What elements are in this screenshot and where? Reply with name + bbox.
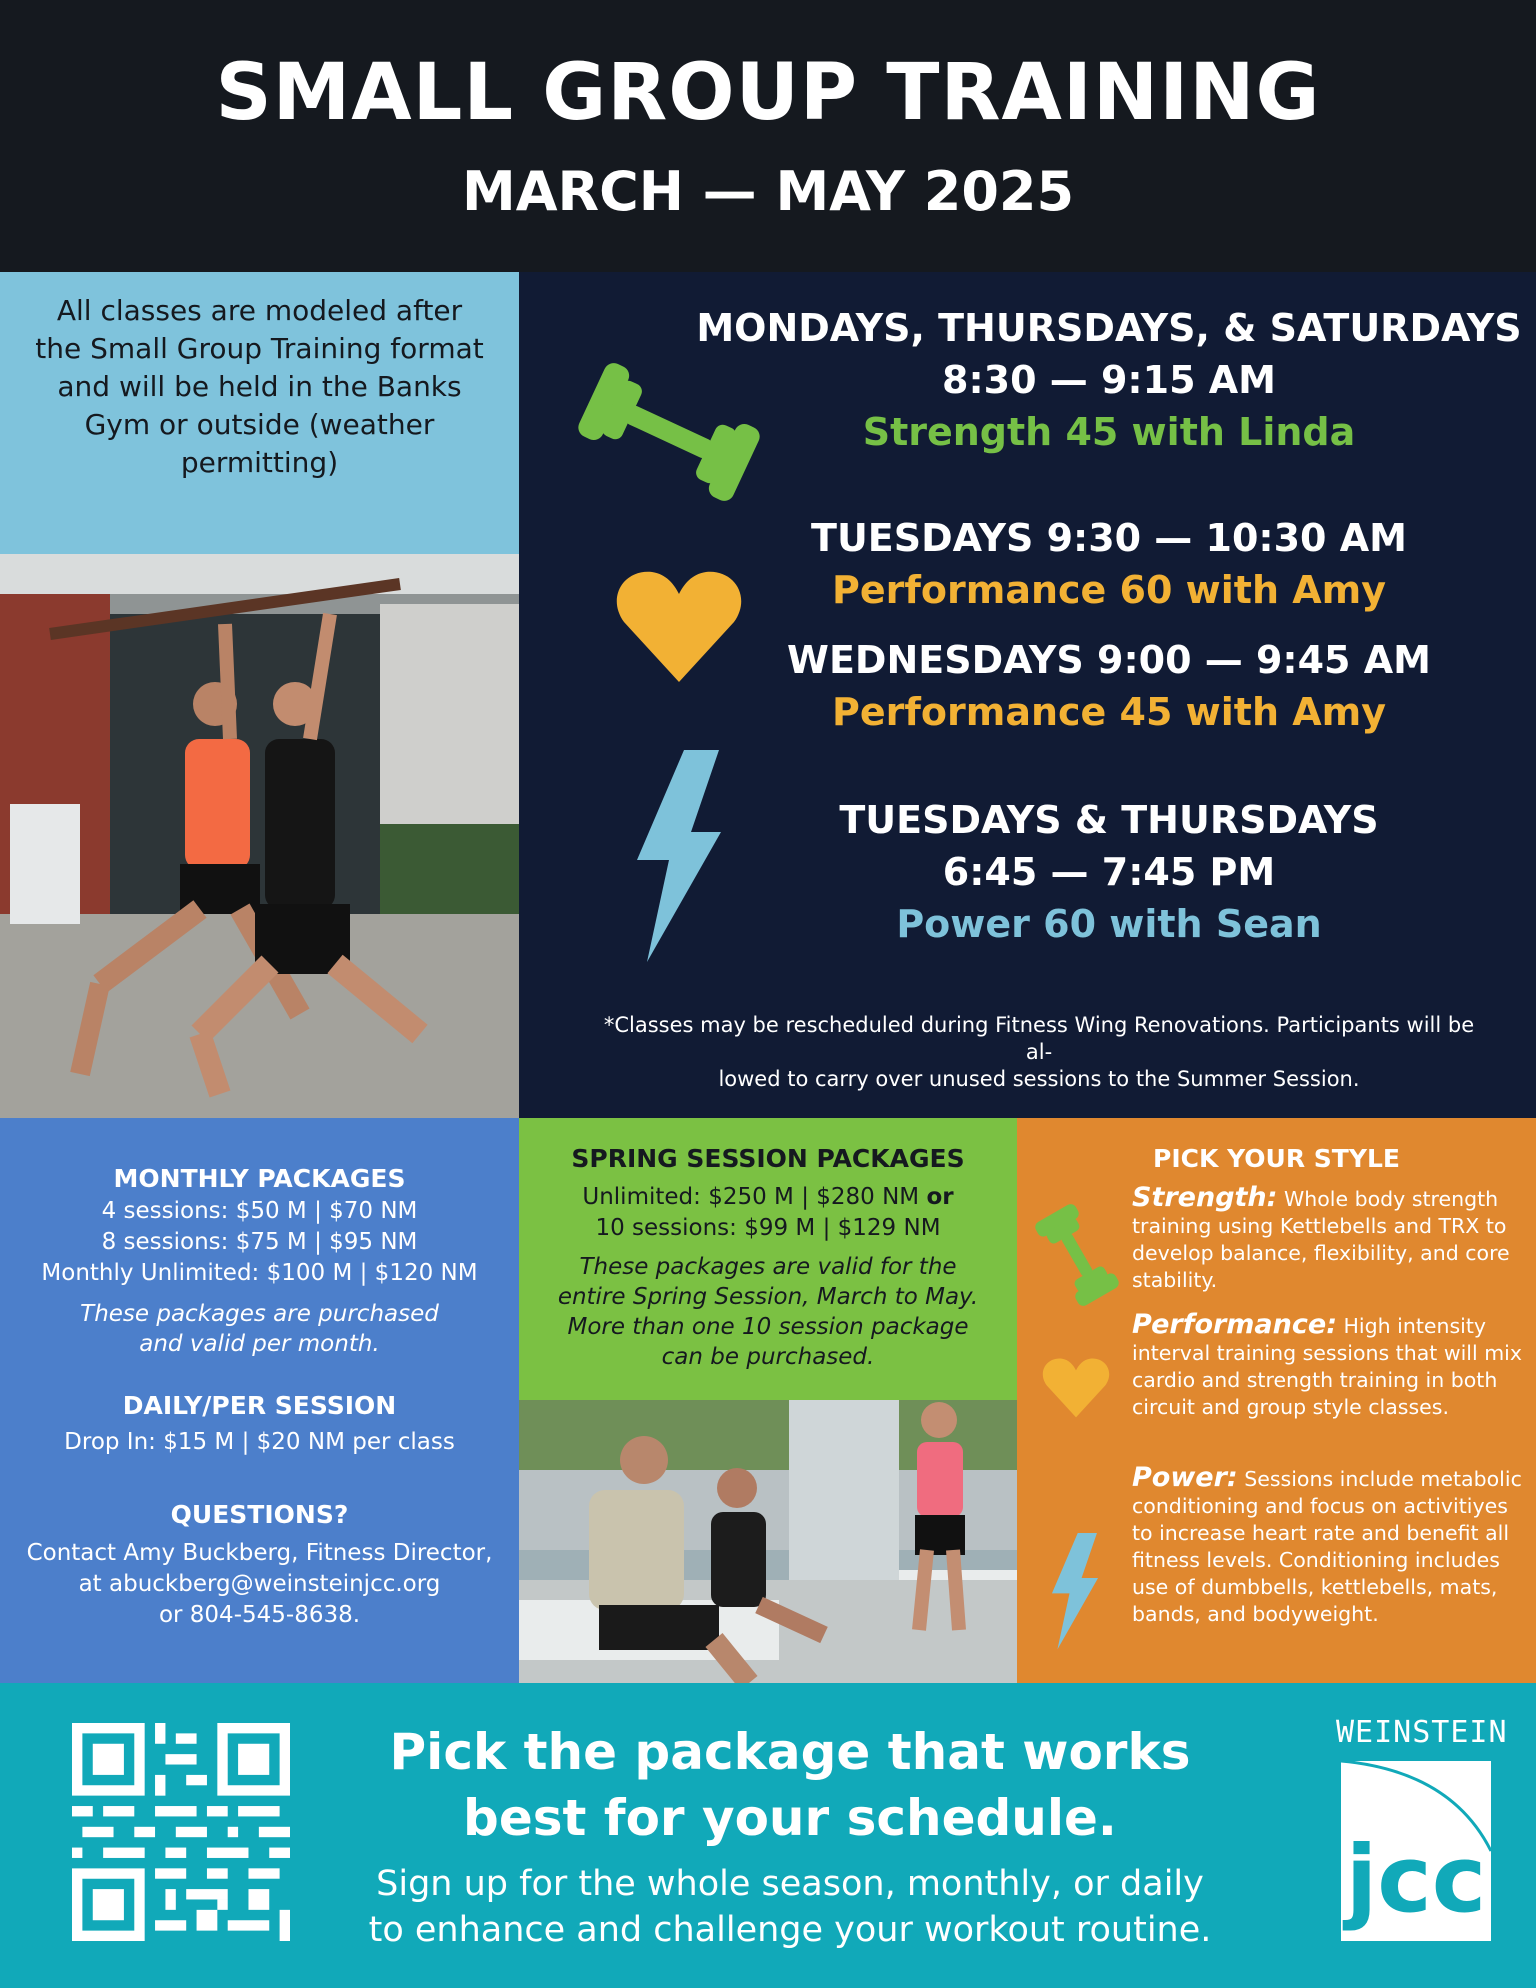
photo-women-lunging: [0, 554, 519, 1118]
schedule-block-power: [684, 794, 1534, 950]
dumbbell-icon: [1027, 1200, 1127, 1310]
footer-headline-line: Pick the package that works: [389, 1723, 1191, 1781]
pick-your-style-panel: [1017, 1118, 1536, 1683]
schedule-block-performance-60: [684, 512, 1534, 616]
strength-description: Whole body strength training using Kettlebells and TRX to develop balance, flexibility, and core stability.: [1132, 1187, 1510, 1292]
footer-subtext-line: to enhance and challenge your workout routine.: [368, 1910, 1212, 1950]
schedule-panel: [519, 272, 1536, 1118]
performance-60-days-time: TUESDAYS 9:30 — 10:30 AM: [811, 516, 1407, 560]
monthly-packages-panel: [0, 1118, 519, 1683]
lightning-bolt-icon: [1047, 1533, 1103, 1651]
footer-headline-line: best for your schedule.: [463, 1789, 1117, 1847]
intro-text: All classes are modeled after the Small Group Training format and will be held in the Banks Gym or outside (weather permitting): [35, 294, 484, 479]
spring-heading: SPRING SESSION PACKAGES: [571, 1144, 965, 1173]
power-class: Power 60 with Sean: [896, 902, 1322, 946]
spring-line: [519, 1182, 1017, 1213]
footer: [0, 1683, 1536, 1988]
footer-subtext-line: Sign up for the whole season, monthly, or daily: [376, 1864, 1204, 1904]
daily-heading: DAILY/PER SESSION: [122, 1391, 397, 1420]
performance-45-days-time: WEDNESDAYS 9:00 — 9:45 AM: [787, 638, 1431, 682]
style-power: [1132, 1464, 1522, 1628]
contact-line: Contact Amy Buckberg, Fitness Director,: [26, 1540, 493, 1566]
logo-letters: jcc: [1345, 1826, 1487, 1933]
photo-illustration: [519, 1400, 1017, 1683]
spring-unlimited: Unlimited: $250 M | $280 NM: [582, 1184, 927, 1210]
spring-note: More than one 10 session package: [567, 1314, 969, 1340]
performance-45-class: Performance 45 with Amy: [831, 690, 1387, 734]
header: [0, 0, 1536, 272]
schedule-block-performance-45: [684, 634, 1534, 738]
spring-line: 10 sessions: $99 M | $129 NM: [595, 1215, 941, 1241]
daily-line: Drop In: $15 M | $20 NM per class: [64, 1429, 455, 1455]
schedule-note-line: *Classes may be rescheduled during Fitness Wing Renovations. Participants will be al-: [603, 1013, 1475, 1064]
photo-group-training: [519, 1400, 1017, 1683]
logo-wordmark: WEINSTEIN: [1336, 1715, 1508, 1750]
monthly-line: Monthly Unlimited: $100 M | $120 NM: [41, 1260, 478, 1286]
page-title: SMALL GROUP TRAINING: [215, 48, 1321, 138]
page-subtitle: MARCH — MAY 2025: [461, 160, 1075, 223]
monthly-line: 8 sessions: $75 M | $95 NM: [101, 1229, 418, 1255]
strength-class: Strength 45 with Linda: [862, 410, 1356, 454]
qr-code[interactable]: [72, 1723, 290, 1941]
intro-box: [0, 272, 519, 554]
performance-description: High intensity interval training sessions that will mix cardio and strength training in both circuit and group style classes.: [1132, 1314, 1523, 1419]
strength-label: Strength:: [1132, 1182, 1278, 1213]
spring-note: These packages are valid for the: [579, 1254, 957, 1280]
power-days: TUESDAYS & THURSDAYS: [839, 798, 1379, 842]
monthly-heading: MONTHLY PACKAGES: [113, 1164, 406, 1193]
spring-note: can be purchased.: [661, 1344, 875, 1370]
schedule-note: [589, 1012, 1489, 1093]
style-strength: [1132, 1184, 1522, 1294]
heart-icon: [1041, 1356, 1111, 1420]
contact-phone[interactable]: or 804-545-8638.: [158, 1602, 361, 1628]
logo-mark: [1341, 1761, 1491, 1941]
performance-label: Performance:: [1132, 1309, 1337, 1340]
monthly-line: 4 sessions: $50 M | $70 NM: [101, 1198, 418, 1224]
questions-heading: QUESTIONS?: [170, 1500, 349, 1529]
spring-packages-panel: [519, 1118, 1017, 1400]
photo-illustration: [0, 554, 519, 1118]
spring-note: entire Spring Session, March to May.: [557, 1284, 979, 1310]
contact-email[interactable]: at abuckberg@weinsteinjcc.org: [78, 1571, 441, 1597]
footer-headline: [320, 1719, 1260, 1851]
monthly-note: These packages are purchased: [80, 1301, 439, 1327]
schedule-note-line: lowed to carry over unused sessions to the Summer Session.: [718, 1067, 1360, 1091]
power-description: Sessions include metabolic conditioning and focus on activitiyes to increase heart rate and benefit all fitness levels. Conditioning includes use of dumbbells, kettlebells, mats, bands, and bodyweight.: [1132, 1467, 1522, 1626]
spring-or: or: [926, 1184, 954, 1210]
power-label: Power:: [1132, 1462, 1238, 1493]
strength-time: 8:30 — 9:15 AM: [942, 358, 1276, 402]
strength-days: MONDAYS, THURSDAYS, & SATURDAYS: [696, 306, 1522, 350]
performance-60-class: Performance 60 with Amy: [831, 568, 1387, 612]
schedule-block-strength: [684, 302, 1534, 458]
footer-subtext: [320, 1861, 1260, 1953]
style-heading: PICK YOUR STYLE: [1153, 1144, 1400, 1173]
monthly-note: and valid per month.: [139, 1331, 380, 1357]
power-time: 6:45 — 7:45 PM: [942, 850, 1276, 894]
style-performance: [1132, 1311, 1522, 1421]
jcc-logo: [1336, 1715, 1508, 1965]
